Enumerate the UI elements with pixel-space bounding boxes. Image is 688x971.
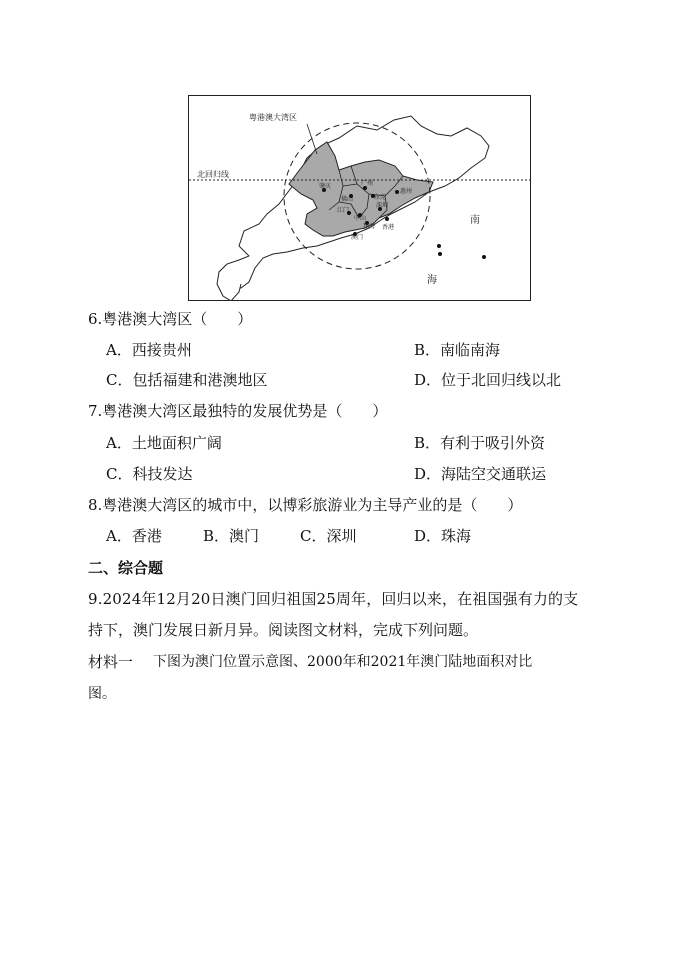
map-drawing	[189, 96, 531, 301]
q7-option-c[interactable]: C．科技发达	[106, 465, 193, 483]
q6-option-b[interactable]: B．南临南海	[414, 341, 501, 359]
q7-stem: 7.粤港澳大湾区最独特的发展优势是（ ）	[88, 402, 388, 420]
island-dot-3	[482, 255, 486, 259]
region-label-leader	[307, 124, 317, 154]
city-label-guangzhou: 广州	[361, 180, 374, 187]
q7-option-a[interactable]: A．土地面积广阔	[106, 434, 222, 452]
sea-label-sea: 海	[427, 275, 437, 286]
material1-label: 材料一	[88, 653, 134, 671]
city-label-zhongshan: 中山	[354, 215, 367, 222]
city-label-hongkong: 香港	[382, 224, 395, 231]
q7-option-b[interactable]: B．有利于吸引外资	[414, 434, 546, 452]
material1-line1: 下图为澳门位置示意图、2000年和2021年澳门陆地面积对比	[153, 654, 533, 670]
q8-option-b[interactable]: B．澳门	[203, 527, 260, 545]
bay-area-map	[188, 95, 531, 301]
q6-option-a[interactable]: A．西接贵州	[106, 341, 192, 359]
dot-hongkong	[385, 217, 389, 221]
dot-huizhou	[395, 190, 399, 194]
q8-stem: 8.粤港澳大湾区的城市中，以博彩旅游业为主导产业的是（ ）	[88, 496, 523, 514]
island-dot-1	[437, 244, 441, 248]
city-label-zhuhai: 珠海	[363, 223, 376, 230]
q9-line1: 9.2024年12月20日澳门回归祖国25周年，回归以来，在祖国强有力的支	[88, 590, 579, 608]
city-label-huizhou: 惠州	[400, 188, 413, 195]
q6-option-d[interactable]: D．位于北回归线以北	[414, 371, 562, 389]
q8-option-c[interactable]: C．深圳	[300, 527, 357, 545]
material1-line2: 图。	[88, 686, 116, 702]
q8-option-a[interactable]: A．香港	[106, 527, 162, 545]
q7-option-d[interactable]: D．海陆空交通联运	[414, 465, 547, 483]
q8-option-d[interactable]: D．珠海	[414, 527, 472, 545]
city-label-dongguan: 东莞	[374, 194, 387, 201]
sea-label-south: 南	[470, 215, 480, 226]
q6-stem: 6.粤港澳大湾区（ ）	[88, 310, 253, 328]
city-label-foshan: 佛山	[341, 196, 354, 203]
city-label-jiangmen: 江门	[337, 207, 350, 214]
tropic-label: 北回归线	[197, 170, 229, 179]
q9-line2: 持下，澳门发展日新月异。阅读图文材料，完成下列问题。	[88, 621, 479, 639]
island-dot-2	[438, 252, 442, 256]
city-label-zhaoqing: 肇庆	[319, 183, 332, 190]
city-label-macao: 澳门	[351, 234, 364, 241]
region-label: 粤港澳大湾区	[249, 113, 297, 122]
q6-option-c[interactable]: C．包括福建和港澳地区	[106, 371, 268, 389]
section2-title: 二、综合题	[88, 559, 164, 577]
city-label-shenzhen: 深圳	[376, 202, 389, 209]
